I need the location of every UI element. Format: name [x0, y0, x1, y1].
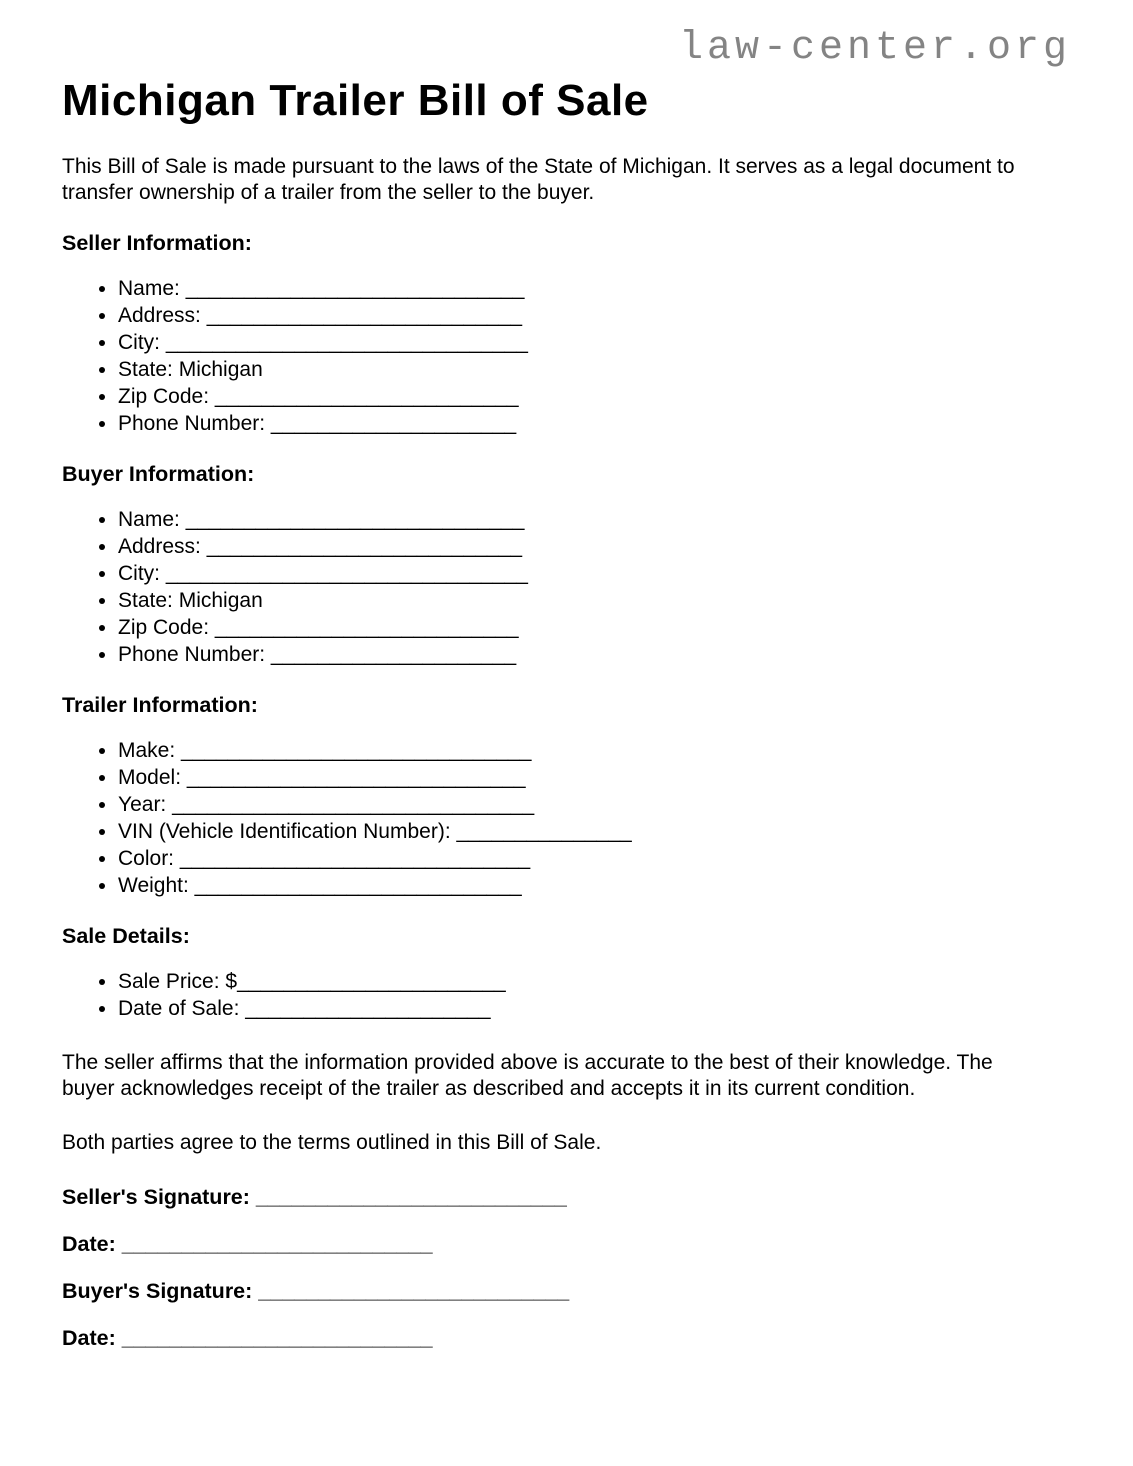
blank-line: _______________________________ [172, 793, 535, 816]
trailer-information-list [62, 737, 1071, 899]
field-label: Date: [62, 1232, 122, 1256]
blank-line: ___________________________ [206, 535, 523, 558]
field-label: City: [118, 562, 166, 585]
buyer-name-item [118, 506, 1071, 533]
blank-line: _____________________ [270, 643, 517, 666]
field-label: Make: [118, 739, 182, 762]
buyer-address-item [118, 533, 1071, 560]
blank-line: _______________________________ [165, 331, 528, 354]
seller-information-list [62, 275, 1071, 437]
field-label: State: [118, 358, 179, 381]
sale-details-list [62, 968, 1071, 1022]
page-title: Michigan Trailer Bill of Sale [62, 76, 649, 125]
field-label: Name: [118, 508, 186, 531]
field-label: Zip Code: [118, 385, 215, 408]
field-label: Model: [118, 766, 187, 789]
seller-state-item [118, 356, 1071, 383]
trailer-vin-item [118, 818, 1071, 845]
seller-date-line [62, 1231, 1071, 1257]
blank-line: __________________________ [121, 1326, 433, 1350]
blank-line: _____________________ [245, 997, 491, 1020]
blank-line: ______________________________ [181, 739, 532, 762]
blank-line: _____________________________ [185, 277, 525, 300]
blank-line: _____________________ [270, 412, 517, 435]
blank-line: ______________________________ [179, 847, 531, 870]
seller-zip-item [118, 383, 1071, 410]
sale-details-heading: Sale Details: [62, 924, 190, 948]
blank-line: ___________________________ [206, 304, 523, 327]
site-watermark: law-center.org [678, 26, 1071, 71]
intro-paragraph: This Bill of Sale is made pursuant to the laws of the State of Michigan. It serves as a legal document to transfer ownership of a trailer from the seller to the buyer. [62, 155, 1015, 204]
trailer-model-item [118, 764, 1071, 791]
field-label: Seller's Signature: [62, 1185, 256, 1209]
blank-line: ____________________________ [194, 874, 522, 897]
seller-phone-item [118, 410, 1071, 437]
field-label: Color: [118, 847, 180, 870]
field-label: State: [118, 589, 179, 612]
field-label: Address: [118, 304, 207, 327]
seller-address-item [118, 302, 1071, 329]
buyer-state-item [118, 587, 1071, 614]
field-label: Date of Sale: [118, 997, 246, 1020]
blank-line: _____________________________ [186, 766, 526, 789]
field-label: Buyer's Signature: [62, 1279, 259, 1303]
blank-line: __________________________ [214, 616, 519, 639]
trailer-weight-item [118, 872, 1071, 899]
buyer-information-list [62, 506, 1071, 668]
affirmation-paragraph: The seller affirms that the information provided above is accurate to the best of their knowledge. The buyer acknowledges receipt of the trailer as described and accepts it in its current condition. [62, 1051, 993, 1100]
trailer-make-item [118, 737, 1071, 764]
buyer-city-item [118, 560, 1071, 587]
blank-line: __________________________ [255, 1185, 567, 1209]
blank-line: _______________________________ [165, 562, 528, 585]
blank-line: _______________ [456, 820, 632, 843]
seller-city-item [118, 329, 1071, 356]
buyer-zip-item [118, 614, 1071, 641]
date-of-sale-item [118, 995, 1071, 1022]
buyer-information-heading: Buyer Information: [62, 462, 255, 486]
field-label: Year: [118, 793, 173, 816]
seller-information-heading: Seller Information: [62, 231, 252, 255]
field-label: Name: [118, 277, 186, 300]
field-value: Michigan [178, 589, 263, 612]
agreement-paragraph: Both parties agree to the terms outlined in this Bill of Sale. [62, 1131, 602, 1154]
blank-line: __________________________ [258, 1279, 570, 1303]
buyer-signature-line [62, 1278, 1071, 1304]
field-label: Phone Number: [118, 643, 271, 666]
sale-price-item [118, 968, 1071, 995]
buyer-date-line [62, 1325, 1071, 1351]
field-label: Date: [62, 1326, 122, 1350]
buyer-phone-item [118, 641, 1071, 668]
seller-name-item [118, 275, 1071, 302]
trailer-year-item [118, 791, 1071, 818]
blank-line: _______________________ [237, 970, 506, 993]
field-label: City: [118, 331, 166, 354]
blank-line: _____________________________ [185, 508, 525, 531]
trailer-color-item [118, 845, 1071, 872]
seller-signature-line [62, 1184, 1071, 1210]
trailer-information-heading: Trailer Information: [62, 693, 258, 717]
field-label: Phone Number: [118, 412, 271, 435]
field-label: VIN (Vehicle Identification Number): [118, 820, 457, 843]
field-label: Address: [118, 535, 207, 558]
field-value: Michigan [178, 358, 263, 381]
field-label: Weight: [118, 874, 195, 897]
blank-line: __________________________ [214, 385, 519, 408]
blank-line: __________________________ [121, 1232, 433, 1256]
field-label: Sale Price: $ [118, 970, 238, 993]
field-label: Zip Code: [118, 616, 215, 639]
